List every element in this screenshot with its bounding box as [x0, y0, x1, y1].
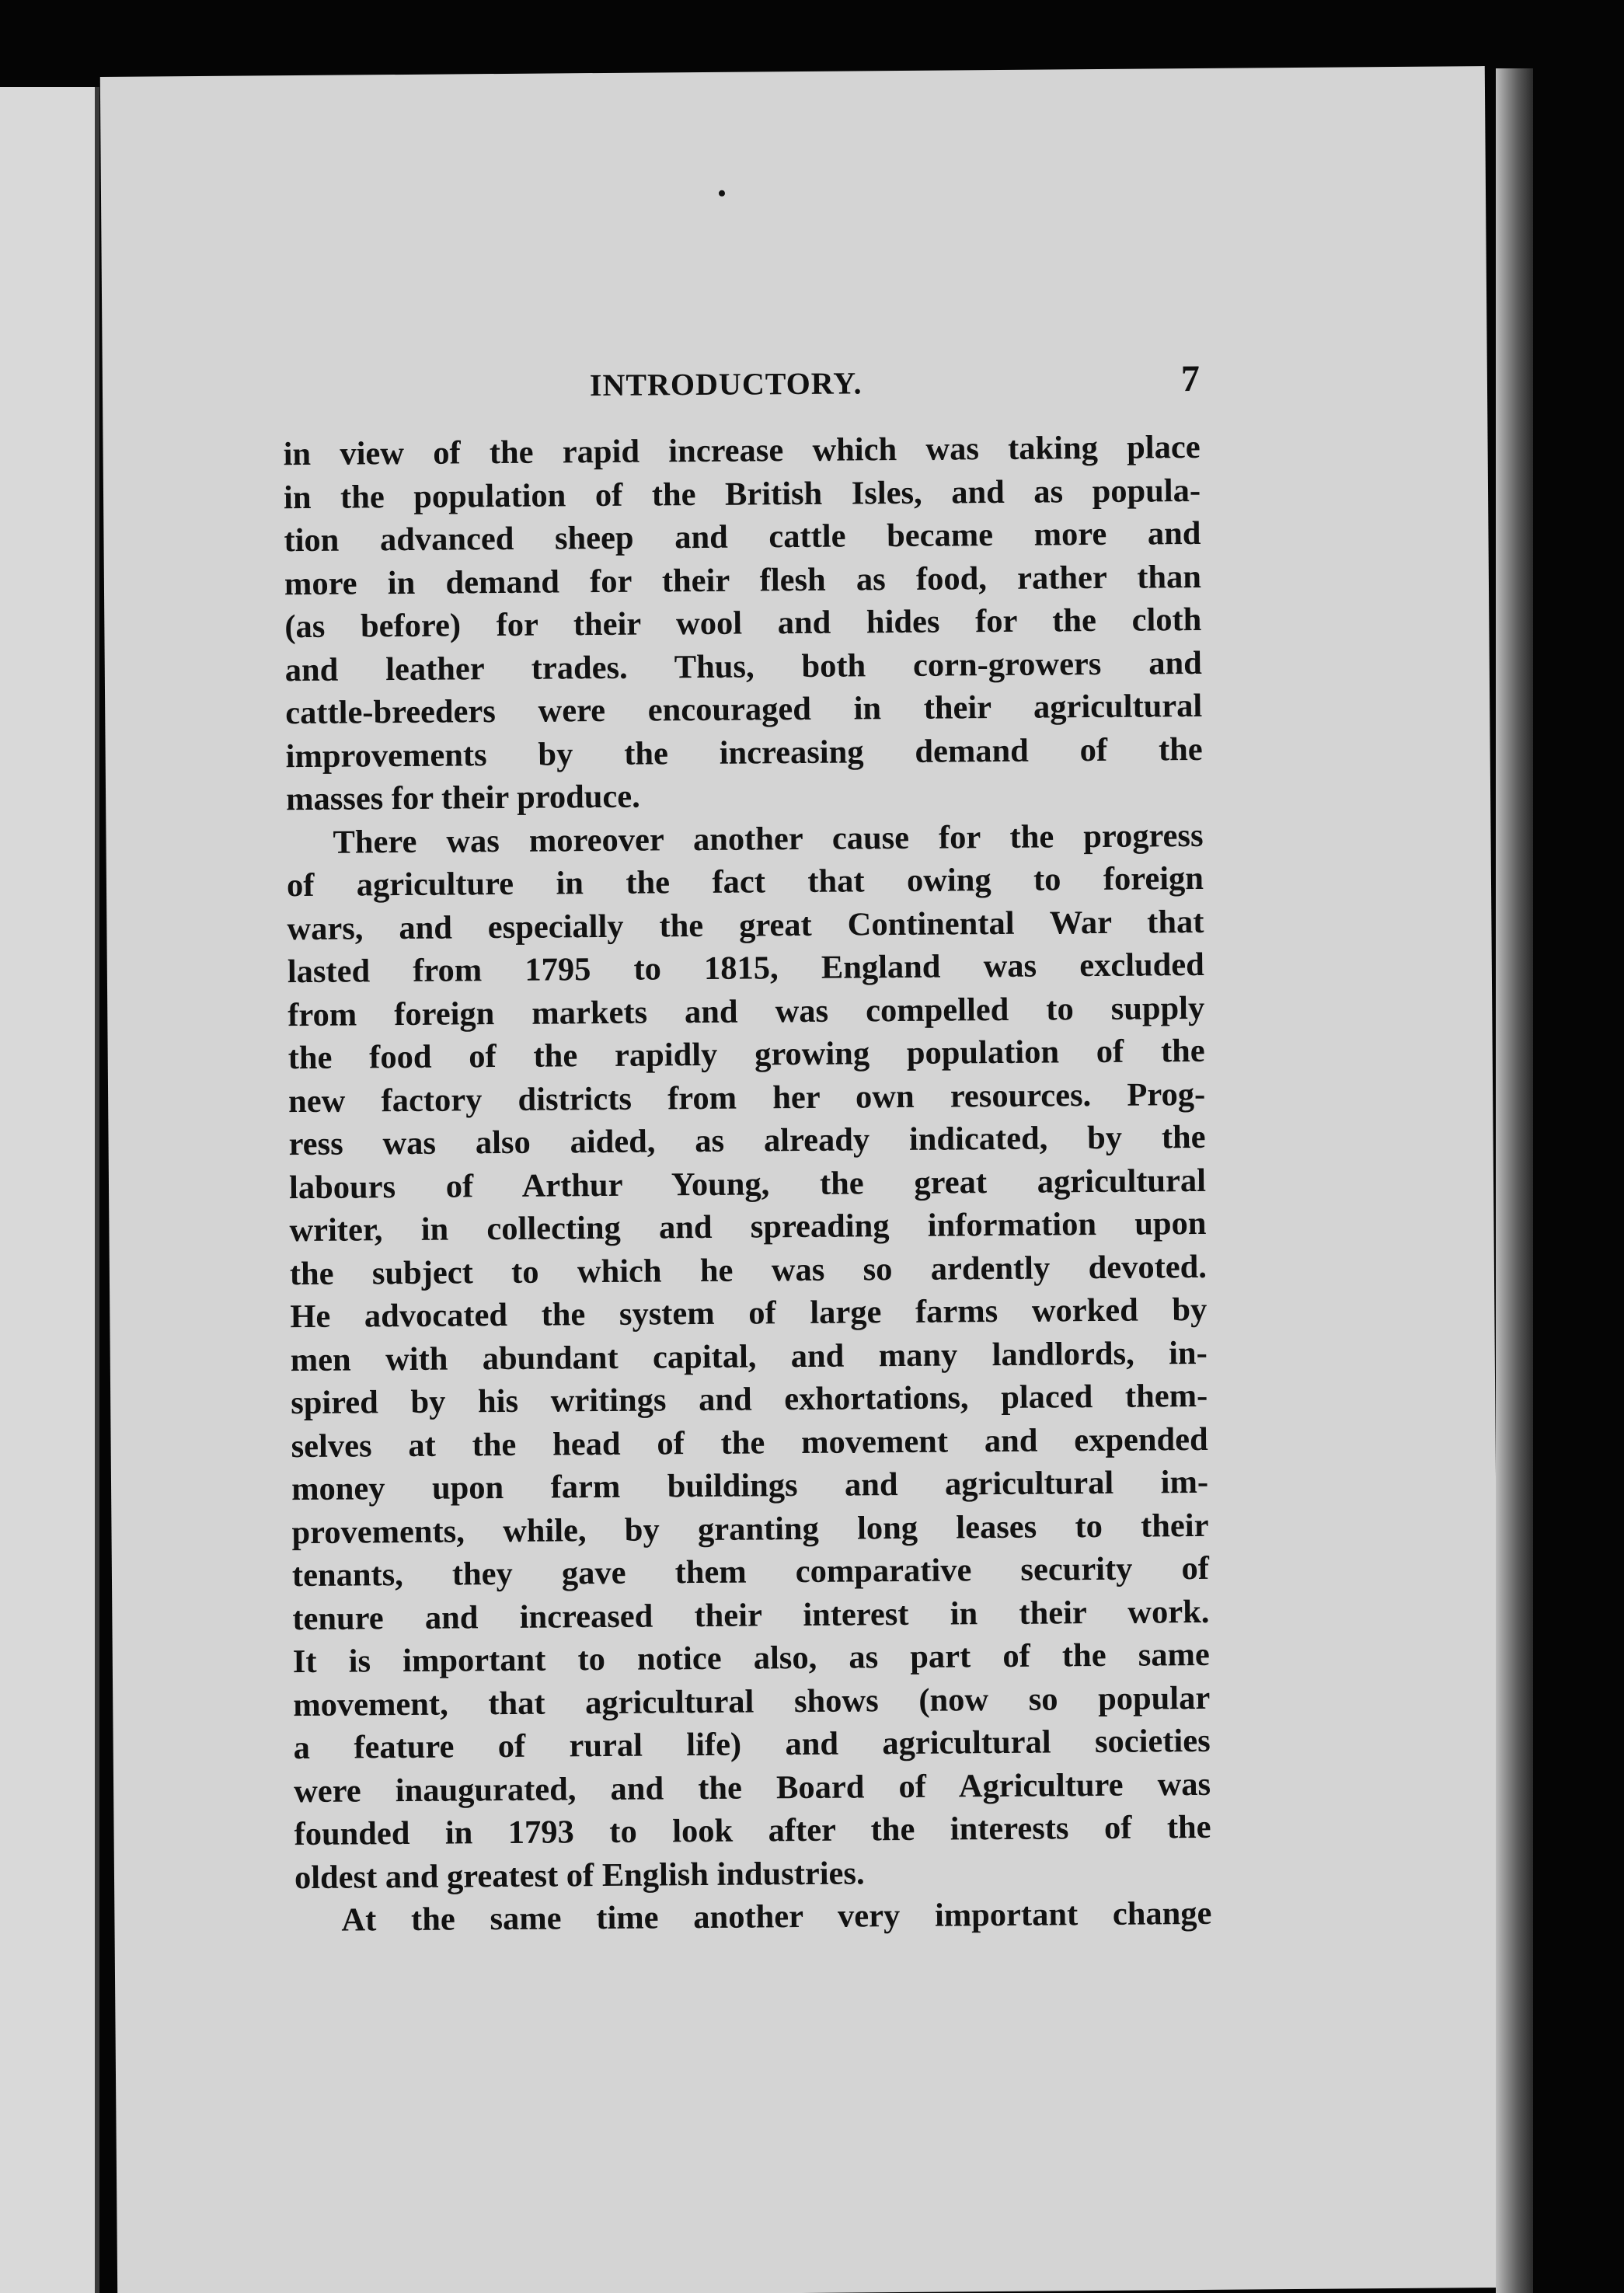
running-title: INTRODUCTORY.: [589, 365, 863, 403]
text-line: (as before) for their wool and hides for the cloth: [284, 601, 1202, 646]
gutter-shadow: [95, 87, 99, 2293]
page-content: [283, 354, 1212, 1943]
text-line: tenure and increased their interest in their work.: [292, 1593, 1210, 1637]
text-line: It is important to notice also, as part of the same: [292, 1636, 1210, 1681]
text-line: the subject to which he was so ardently devoted.: [289, 1248, 1208, 1292]
text-line: There was moreover another cause for the progress: [333, 817, 1204, 861]
text-line: oldest and greatest of English industries.: [294, 1854, 865, 1896]
text-line: lasted from 1795 to 1815, England was excluded: [287, 946, 1205, 991]
text-line: of agriculture in the fact that owing to foreign: [286, 859, 1204, 904]
text-line: a feature of rural life) and agricultural societies: [293, 1722, 1211, 1767]
text-line: At the same time another very important change: [341, 1894, 1212, 1939]
text-line: money upon farm buildings and agricultural im-: [291, 1463, 1209, 1508]
text-line: in view of the rapid increase which was taking place: [283, 428, 1201, 473]
text-line: ress was also aided, as already indicated, by the: [288, 1118, 1206, 1163]
text-line: were inaugurated, and the Board of Agriculture was: [293, 1765, 1211, 1810]
page-stack-edge: [1496, 68, 1533, 2293]
page-number: 7: [1180, 357, 1201, 400]
text-line: more in demand for their flesh as food, rather than: [284, 558, 1202, 602]
text-line: the food of the rapidly growing population of the: [288, 1032, 1205, 1077]
previous-page-edge: [0, 87, 99, 2293]
text-line: selves at the head of the movement and expended: [291, 1420, 1208, 1465]
text-line: tenants, they gave them comparative security of: [291, 1549, 1210, 1594]
text-line: He advocated the system of large farms worked by: [290, 1291, 1208, 1336]
text-line: cattle-breeders were encouraged in their agricultural: [285, 687, 1203, 732]
book-page: [100, 66, 1502, 2293]
dust-speck: [719, 190, 725, 197]
text-line: founded in 1793 to look after the interests of the: [294, 1808, 1211, 1853]
text-line: in the population of the British Isles, and as popula-: [283, 472, 1201, 516]
text-line: writer, in collecting and spreading information upon: [289, 1204, 1207, 1249]
text-line: labours of Arthur Young, the great agricultural: [288, 1162, 1207, 1206]
text-line: improvements by the increasing demand of the: [285, 730, 1203, 775]
text-line: from foreign markets and was compelled to supply: [288, 989, 1205, 1033]
text-line: provements, while, by granting long leases to their: [291, 1507, 1209, 1551]
text-line: and leather trades. Thus, both corn-growers and: [284, 644, 1202, 688]
text-line: spired by his writings and exhortations, placed them-: [291, 1377, 1208, 1422]
text-line: masses for their produce.: [285, 778, 640, 818]
running-head: [283, 354, 1201, 416]
text-line: tion advanced sheep and cattle became more and: [284, 514, 1201, 559]
body-text: [283, 426, 1211, 1943]
text-line: wars, and especially the great Continental War that: [287, 903, 1204, 947]
text-line: new factory districts from her own resources. Prog-: [288, 1075, 1206, 1120]
text-line: movement, that agricultural shows (now so popular: [293, 1679, 1211, 1723]
text-line: men with abundant capital, and many landlords, in-: [290, 1334, 1208, 1378]
